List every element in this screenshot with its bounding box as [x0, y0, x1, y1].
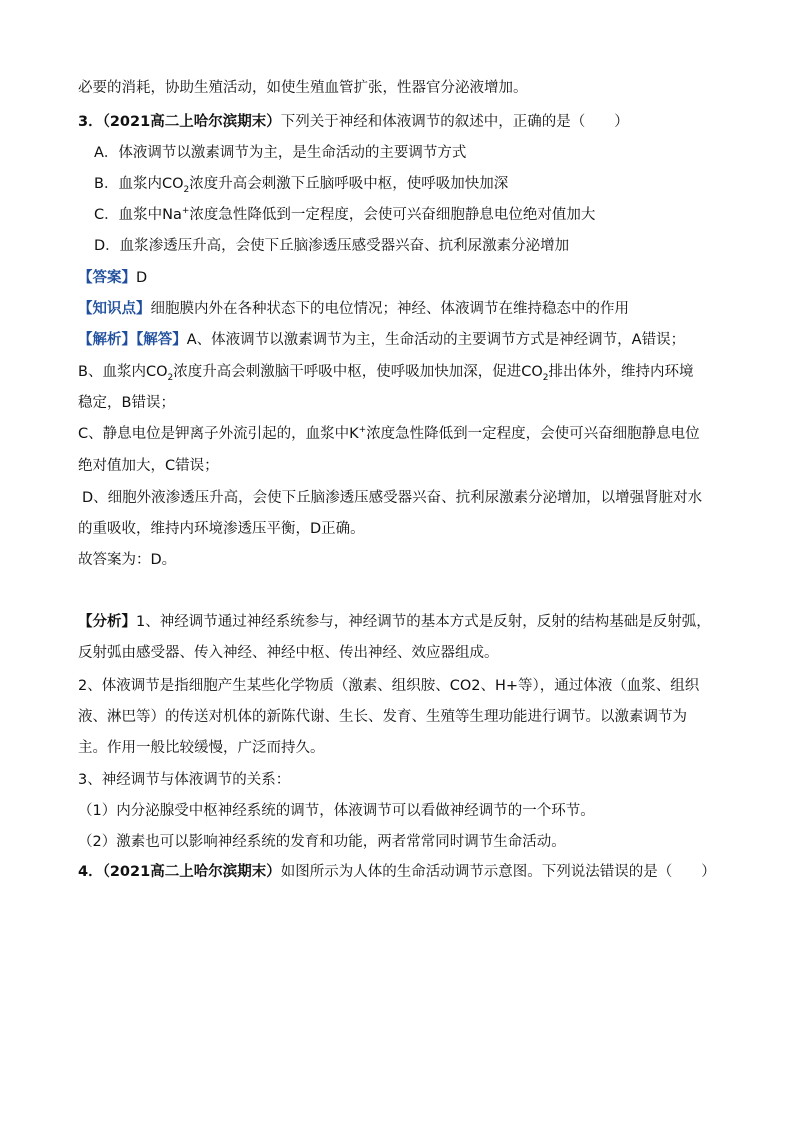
- option-text: 浓度升高会刺激下丘脑呼吸中枢，使呼吸加快加深: [189, 176, 509, 192]
- analysis-label: 【分析】: [78, 614, 136, 630]
- option-c: [94, 205, 595, 225]
- explanation-label: 【解析】: [78, 332, 136, 348]
- question-4-stem: [78, 862, 716, 882]
- knowledge-label: 【知识点】: [78, 301, 151, 317]
- analysis-line-3: 3、神经调节与体液调节的关系：: [78, 772, 291, 788]
- option-a: A．体液调节以激素调节为主，是生命活动的主要调节方式: [94, 145, 467, 161]
- explanation-text: C、静息电位是钾离子外流引起的，血浆中K: [78, 426, 359, 442]
- question-source: （2021高二上哈尔滨期末）: [102, 864, 281, 880]
- solution-label: 【解答】: [136, 332, 187, 348]
- knowledge-text: 细胞膜内外在各种状态下的电位情况；神经、体液调节在维持稳态中的作用: [150, 301, 629, 317]
- answer-line: [78, 268, 147, 288]
- answer-value: D: [136, 270, 148, 286]
- option-b: [94, 174, 508, 194]
- question-number: 3．: [78, 114, 103, 130]
- explanation-line-b2: 稳定，B错误；: [78, 395, 175, 411]
- explanation-text: 排出体外，维持内环境: [548, 364, 694, 380]
- question-text: 如图所示为人体的生命活动调节示意图。下列说法错误的是（ ）: [280, 864, 716, 880]
- subscript: 2: [542, 372, 549, 383]
- analysis-line-3-2: （2）激素也可以影响神经系统的发育和功能，两者常常同时调节生命活动。: [78, 834, 566, 850]
- option-text: C．血浆中Na: [94, 207, 182, 223]
- option-d: D．血浆渗透压升高，会使下丘脑渗透压感受器兴奋、抗利尿激素分泌增加: [94, 238, 570, 254]
- explanation-line-c2: 绝对值加大，C错误；: [78, 458, 219, 474]
- analysis-line-1b: 反射弧由感受器、传入神经、神经中枢、传出神经、效应器组成。: [78, 645, 499, 661]
- intro-line: 必要的消耗，协助生殖活动，如使生殖血管扩张，性器官分泌液增加。: [78, 80, 528, 96]
- explanation-text: 浓度升高会刺激脑干呼吸中枢，使呼吸加快加深，促进CO: [173, 364, 543, 380]
- analysis-text: 1、神经调节通过神经系统参与，神经调节的基本方式是反射，反射的结构基础是反射弧，: [136, 614, 711, 630]
- explanation-line-c1: [78, 424, 700, 444]
- superscript: +: [358, 425, 367, 436]
- analysis-line-2c: 主。作用一般比较缓慢，广泛而持久。: [78, 740, 325, 756]
- question-source: （2021高二上哈尔滨期末）: [102, 114, 281, 130]
- explanation-line-d2: 的重吸收，维持内环境渗透压平衡，D正确。: [78, 521, 365, 537]
- conclusion-line: 故答案为：D。: [78, 552, 177, 568]
- subscript: 2: [167, 372, 174, 383]
- superscript: +: [181, 206, 190, 217]
- explanation-line-d1: D、细胞外液渗透压升高，会使下丘脑渗透压感受器兴奋、抗利尿激素分泌增加，以增强肾脏对水: [82, 490, 703, 506]
- analysis-line-2a: 2、体液调节是指细胞产生某些化学物质（激素、组织胺、CO2、H+等），通过体液（血浆、组织: [78, 678, 700, 694]
- explanation-text: B、血浆内CO: [78, 364, 168, 380]
- analysis-line-3-1: （1）内分泌腺受中枢神经系统的调节，体液调节可以看做神经调节的一个环节。: [78, 803, 595, 819]
- question-text: 下列关于神经和体液调节的叙述中，正确的是（ ）: [280, 114, 629, 130]
- subscript: 2: [183, 184, 190, 195]
- knowledge-line: [78, 299, 629, 319]
- explanation-text: 浓度急性降低到一定程度，会使可兴奋细胞静息电位: [366, 426, 700, 442]
- explanation-line-b1: [78, 362, 694, 382]
- option-text: B．血浆内CO: [94, 176, 184, 192]
- question-number: 4．: [78, 864, 103, 880]
- analysis-line-2b: 液、淋巴等）的传送对机体的新陈代谢、生长、发育、生殖等生理功能进行调节。以激素调节为: [78, 709, 687, 725]
- option-text: 浓度急性降低到一定程度，会使可兴奋细胞静息电位绝对值加大: [189, 207, 596, 223]
- explanation-text: A、体液调节以激素调节为主，生命活动的主要调节方式是神经调节，A错误；: [186, 332, 686, 348]
- question-3-stem: [78, 112, 629, 132]
- answer-label: 【答案】: [78, 270, 136, 286]
- analysis-line-1a: [78, 612, 711, 632]
- explanation-line-a: [78, 330, 685, 350]
